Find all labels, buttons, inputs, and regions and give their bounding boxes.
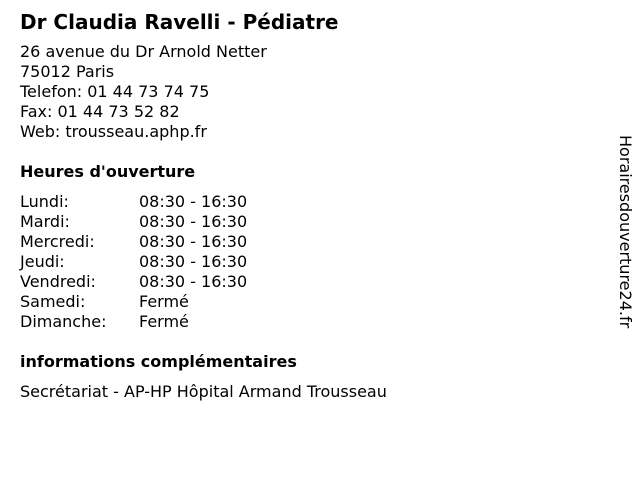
hours-day: Jeudi: — [20, 252, 65, 271]
hours-time: 08:30 - 16:30 — [139, 232, 248, 251]
street-address: 26 avenue du Dr Arnold Netter — [20, 42, 267, 61]
hours-day: Lundi: — [20, 192, 69, 211]
hours-row — [20, 192, 580, 212]
address-block — [20, 42, 580, 142]
hours-day: Dimanche: — [20, 312, 107, 331]
hours-time: 08:30 - 16:30 — [139, 212, 248, 231]
additional-info-text: Secrétariat - AP-HP Hôpital Armand Trousseau — [20, 382, 387, 401]
hours-day: Mercredi: — [20, 232, 95, 251]
hours-time: Fermé — [139, 312, 189, 331]
phone-number: Telefon: 01 44 73 74 75 — [20, 82, 210, 101]
additional-info-heading: informations complémentaires — [20, 352, 297, 371]
hours-row — [20, 252, 580, 272]
postal-city: 75012 Paris — [20, 62, 115, 81]
opening-hours-table — [20, 192, 580, 332]
site-watermark: Horairesdouverture24.fr — [616, 135, 635, 329]
doctor-card — [20, 8, 580, 402]
hours-day: Vendredi: — [20, 272, 96, 291]
hours-row — [20, 312, 580, 332]
hours-time: 08:30 - 16:30 — [139, 272, 248, 291]
hours-time: Fermé — [139, 292, 189, 311]
hours-row — [20, 292, 580, 312]
doctor-name: Dr Claudia Ravelli - Pédiatre — [20, 10, 339, 34]
fax-number: Fax: 01 44 73 52 82 — [20, 102, 180, 121]
hours-time: 08:30 - 16:30 — [139, 252, 248, 271]
hours-row — [20, 212, 580, 232]
website: Web: trousseau.aphp.fr — [20, 122, 207, 141]
hours-row — [20, 232, 580, 252]
hours-day: Samedi: — [20, 292, 86, 311]
opening-hours-heading: Heures d'ouverture — [20, 162, 196, 181]
hours-row — [20, 272, 580, 292]
hours-time: 08:30 - 16:30 — [139, 192, 248, 211]
hours-day: Mardi: — [20, 212, 70, 231]
